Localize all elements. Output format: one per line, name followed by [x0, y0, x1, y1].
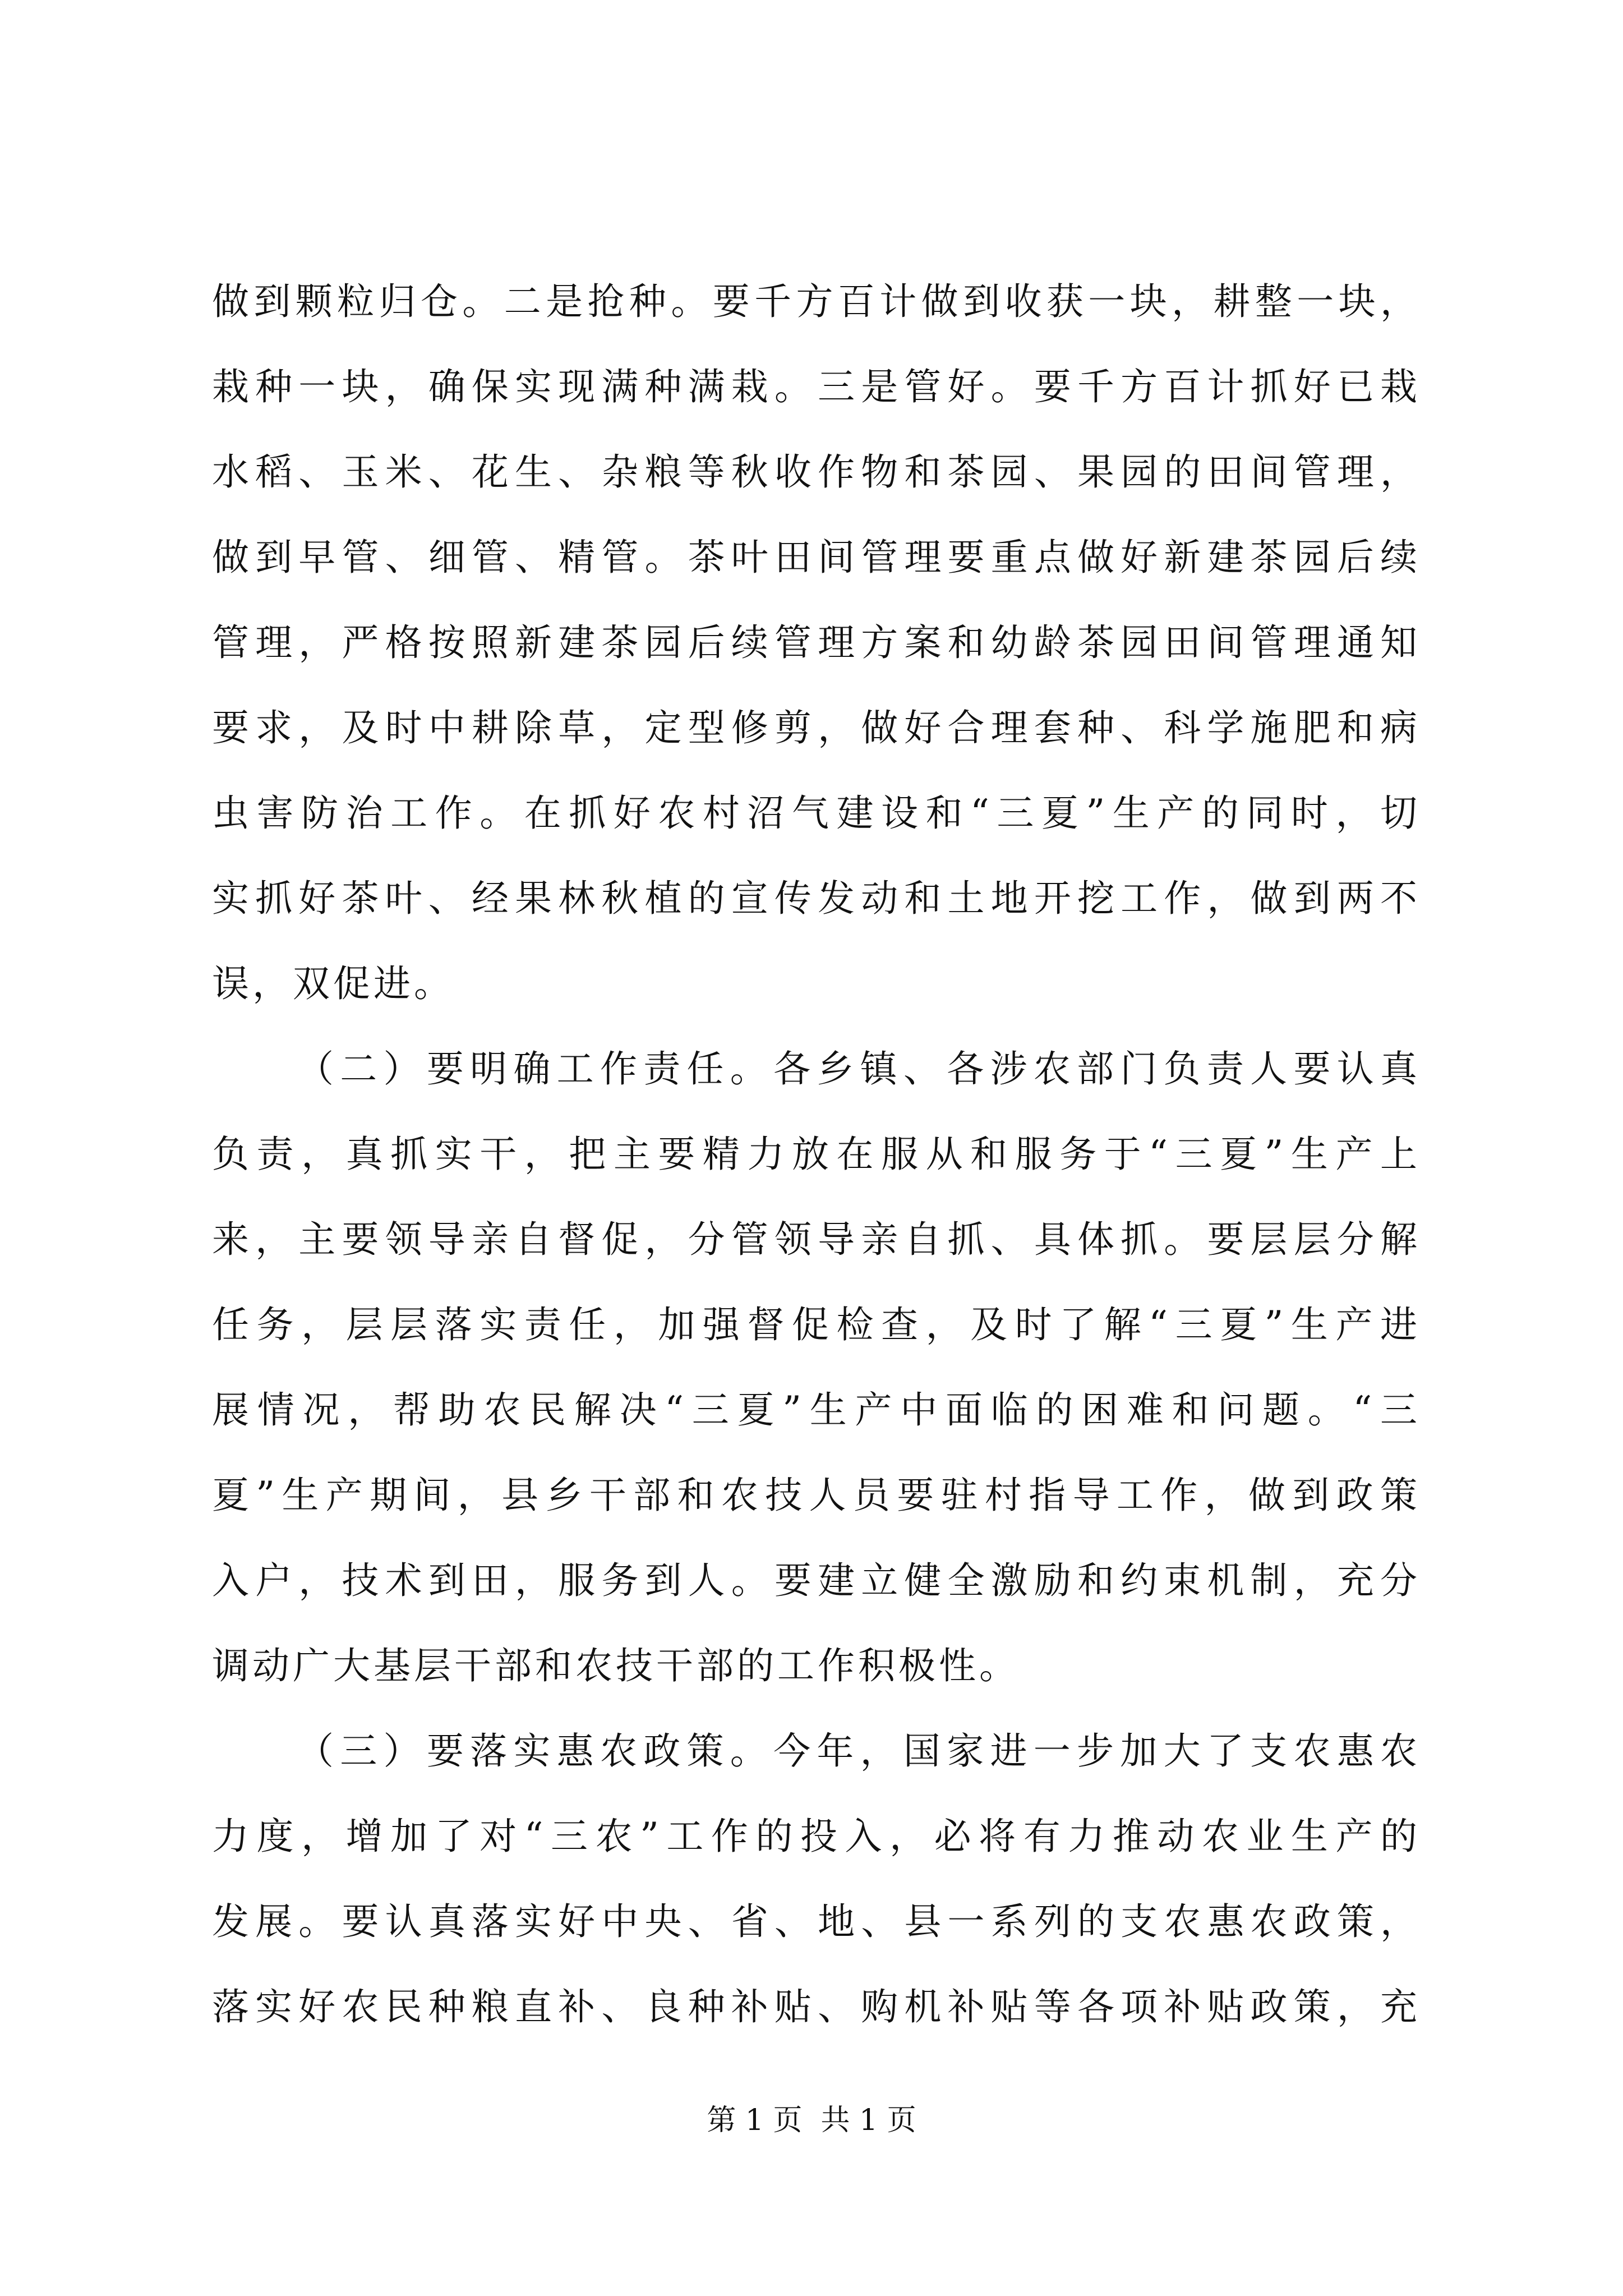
text-line: 力度，增加了对“三农”工作的投入，必将有力推动农业生产的 — [212, 1815, 1421, 1858]
text-line: 负责，真抓实干，把主要精力放在服从和服务于“三夏”生产上 — [212, 1133, 1421, 1176]
text-line: 要求，及时中耕除草，定型修剪，做好合理套种、科学施肥和病 — [212, 706, 1421, 749]
text-line: 展情况，帮助农民解决“三夏”生产中面临的困难和问题。“三 — [212, 1388, 1421, 1432]
text-line: 夏”生产期间，县乡干部和农技人员要驻村指导工作，做到政策 — [212, 1474, 1421, 1517]
text-line: 栽种一块，确保实现满种满栽。三是管好。要千方百计抓好已栽 — [212, 365, 1421, 408]
text-line: 误，双促进。 — [212, 962, 454, 1005]
text-line: 水稻、玉米、花生、杂粮等秋收作物和茶园、果园的田间管理， — [212, 450, 1421, 494]
text-line: 虫害防治工作。在抓好农村沼气建设和“三夏”生产的同时，切 — [212, 792, 1421, 835]
text-line: 任务，层层落实责任，加强督促检查，及时了解“三夏”生产进 — [212, 1303, 1421, 1346]
paragraph-heading-line: （二）要明确工作责任。各乡镇、各涉农部门负责人要认真 — [297, 1047, 1421, 1091]
text-line: 实抓好茶叶、经果林秋植的宣传发动和土地开挖工作，做到两不 — [212, 877, 1421, 920]
paragraph-heading-line: （三）要落实惠农政策。今年，国家进一步加大了支农惠农 — [297, 1729, 1421, 1773]
page-footer: 第 1 页 共 1 页 — [707, 2104, 916, 2137]
text-line: 管理，严格按照新建茶园后续管理方案和幼龄茶园田间管理通知 — [212, 621, 1421, 664]
text-line: 落实好农民种粮直补、良种补贴、购机补贴等各项补贴政策，充 — [212, 1985, 1421, 2028]
text-line: 调动广大基层干部和农技干部的工作积极性。 — [212, 1644, 1020, 1687]
text-line: 做到颗粒归仓。二是抢种。要千方百计做到收获一块，耕整一块， — [212, 280, 1421, 323]
text-line: 发展。要认真落实好中央、省、地、县一系列的支农惠农政策， — [212, 1900, 1421, 1943]
text-line: 做到早管、细管、精管。茶叶田间管理要重点做好新建茶园后续 — [212, 536, 1421, 579]
text-line: 入户，技术到田，服务到人。要建立健全激励和约束机制，充分 — [212, 1559, 1421, 1602]
text-line: 来，主要领导亲自督促，分管领导亲自抓、具体抓。要层层分解 — [212, 1218, 1421, 1261]
